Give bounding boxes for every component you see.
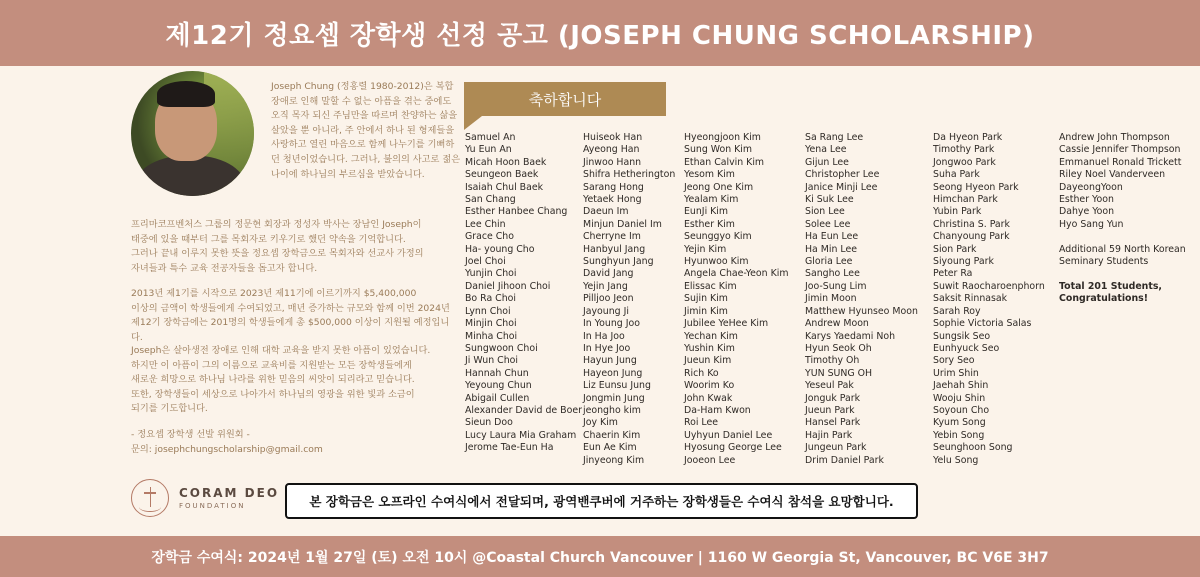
student-name: Jooeon Lee <box>684 454 736 466</box>
student-name: Jubilee YeHee Kim <box>684 318 769 330</box>
student-name: Sarah Roy <box>933 305 981 317</box>
student-name: Hyunwoo Kim <box>684 256 749 268</box>
student-name: Minha Choi <box>465 330 518 342</box>
paragraph-prayer: Joseph은 살아생전 장애로 인해 대학 교육을 받지 못한 아픔이 있었습니다. 하지만 이 아픔이 그의 이름으로 교육비를 지원받는 모든 장학생들에게 새로운 희망으로 하나님 나라를 위한 믿음의 씨앗이 되리라고 믿습니다. 또한, 장학생들이 세상으로 나아가서 하나님의 영광을 위한 빛과 소금이 되기를 기도합니다. <box>131 345 431 415</box>
student-name: In Hye Joo <box>583 342 631 354</box>
student-name: Yubin Park <box>933 206 982 218</box>
student-name: Hyosung George Lee <box>684 442 782 454</box>
student-name: Sarang Hong <box>583 181 644 193</box>
student-name: Jinyeong Kim <box>583 454 645 466</box>
student-name: Wooju Shin <box>933 392 986 404</box>
student-name: Ki Suk Lee <box>805 194 854 206</box>
student-name: Yushin Kim <box>684 342 735 354</box>
student-name: Riley Noel Vanderveen <box>1059 169 1166 181</box>
names-column-6 <box>1059 132 1186 306</box>
student-name: Suha Park <box>933 169 980 181</box>
student-name: Micah Hoon Baek <box>465 156 547 168</box>
student-name: Sory Seo <box>933 355 975 367</box>
student-name: Yetaek Hong <box>583 194 642 206</box>
student-name: Joo-Sung Lim <box>805 280 867 292</box>
student-name: Jayoung Ji <box>583 305 629 317</box>
student-name: Hyeongjoon Kim <box>684 132 761 143</box>
student-name: YUN SUNG OH <box>805 367 873 379</box>
student-name: Chaerin Kim <box>583 429 641 441</box>
student-name: Hayun Jung <box>583 355 637 367</box>
student-name: Jonguk Park <box>805 392 861 404</box>
student-name: Yu Eun An <box>465 144 512 156</box>
student-name: Joy Kim <box>583 417 618 429</box>
student-name: Cassie Jennifer Thompson <box>1059 144 1181 156</box>
page-title: 제12기 정요셉 장학생 선정 공고 (JOSEPH CHUNG SCHOLARSHIP) <box>165 20 1035 51</box>
student-name: Woorim Ko <box>684 380 735 392</box>
student-name: Yelu Song <box>933 454 979 466</box>
student-name: Hansel Park <box>805 417 861 429</box>
additional-students-line-2: Seminary Students <box>1059 256 1149 268</box>
student-name: Gloria Lee <box>805 256 853 268</box>
student-name: Yebin Song <box>933 429 985 441</box>
student-name: Sungsik Seo <box>933 330 991 342</box>
student-name: In Ha Joo <box>583 330 625 342</box>
student-name: Sion Lee <box>805 206 845 218</box>
student-name: Ethan Calvin Kim <box>684 156 765 168</box>
contact-line: 문의: josephchungscholarship@gmail.com <box>131 443 323 455</box>
student-name: Da Hyeon Park <box>933 132 1003 143</box>
student-name: Ha Eun Lee <box>805 231 859 243</box>
student-name: Jimin Kim <box>684 305 728 317</box>
header-banner <box>0 0 1200 66</box>
student-name: Hajin Park <box>805 429 853 441</box>
student-name: Seunggyo Kim <box>684 231 752 243</box>
intro-text: Joseph Chung (정홍렬 1980-2012)은 복합 장애로 인해 말할 수 없는 아픔을 겪는 중에도 오직 목자 되신 주님만을 따르며 찬양하는 삶을 살았을 뿐 아니라, 주 안에서 하나 된 형제들을 사랑하고 열린 마음으로 함께 나누기를 기뻐하던 청년이었습니다. 그러나, 불의의 사고로 젊은 나이에 하나님의 부르심을 받았습니다. <box>271 81 461 180</box>
student-name: Peter Ra <box>933 268 973 280</box>
student-name: Sieun Doo <box>465 417 513 429</box>
student-name: Daeun Im <box>583 206 629 218</box>
student-name: Dahye Yoon <box>1059 206 1115 218</box>
congrats-label: 축하합니다 <box>464 82 666 116</box>
student-name: Roi Lee <box>684 417 719 429</box>
student-name: Ji Wun Choi <box>465 355 518 367</box>
student-name: Esther Hanbee Chang <box>465 206 568 218</box>
student-name: Ha- young Cho <box>465 243 535 255</box>
cross-logo-icon <box>131 479 169 517</box>
student-name: jeongho kim <box>583 404 641 416</box>
student-name: Rich Ko <box>684 367 719 379</box>
student-name: Janice Minji Lee <box>805 181 878 193</box>
student-name: Hayeon Jung <box>583 367 643 379</box>
student-name: Urim Shin <box>933 367 979 379</box>
student-name: Shifra Hetherington <box>583 169 676 181</box>
committee-line: - 정요셉 장학생 선발 위원회 - <box>131 429 250 440</box>
student-name: Matthew Hyunseo Moon <box>805 305 918 317</box>
student-name: Minjin Choi <box>465 318 517 330</box>
student-name: Elissac Kim <box>684 280 737 292</box>
student-name: Hyun Seok Oh <box>805 342 872 354</box>
signature-block <box>131 428 456 457</box>
notice-text: 본 장학금은 오프라인 수여식에서 전달되며, 광역밴쿠버에 거주하는 장학생들은 수여식 참석을 요망합니다. <box>309 494 894 509</box>
footer-banner <box>0 536 1200 577</box>
student-name: Emmanuel Ronald Trickett <box>1059 156 1182 168</box>
student-name: Daniel Jihoon Choi <box>465 280 551 292</box>
student-name: Yechan Kim <box>684 330 738 342</box>
names-column-2 <box>583 132 675 467</box>
student-name: Joel Choi <box>465 256 506 268</box>
student-name: Sangho Lee <box>805 268 860 280</box>
paragraph-history: 2013년 제1기를 시작으로 2023년 제11기에 이르기까지 $5,400,000 이상의 금액이 학생들에게 수여되었고, 매년 증가하는 규모와 함께 이번 2024년 제12기 장학금에는 201명의 학생들에게 총 $500,000 이상이 지원될 예정입니다. <box>131 288 450 343</box>
total-line: Total 201 Students, <box>1059 280 1162 292</box>
student-name: Jaehah Shin <box>933 380 989 392</box>
student-name: Yesom Kim <box>684 169 735 181</box>
student-name: Esther Kim <box>684 218 735 230</box>
student-name: Jueun Park <box>805 404 855 416</box>
student-name: Suwit Raocharoenphorn <box>933 280 1045 292</box>
student-name: Eunhyuck Seo <box>933 342 1000 354</box>
student-name: Jeong One Kim <box>684 181 754 193</box>
student-name: Bo Ra Choi <box>465 293 517 305</box>
names-column-4 <box>805 132 918 467</box>
names-column-1 <box>465 132 582 455</box>
student-name: Andrew John Thompson <box>1059 132 1170 143</box>
student-name: Seungeon Baek <box>465 169 539 181</box>
congratulations-line: Congratulations! <box>1059 293 1149 305</box>
student-name: Sion Park <box>933 243 977 255</box>
student-name: Kyum Song <box>933 417 986 429</box>
coram-deo-logo <box>131 479 279 517</box>
student-name: Isaiah Chul Baek <box>465 181 544 193</box>
student-name: Jimin Moon <box>805 293 857 305</box>
student-name: Da-Ham Kwon <box>684 404 751 416</box>
student-name: Sophie Victoria Salas <box>933 318 1032 330</box>
student-name: Lynn Choi <box>465 305 511 317</box>
student-name: Pilljoo Jeon <box>583 293 634 305</box>
names-column-3 <box>684 132 788 467</box>
student-name: Seong Hyeon Park <box>933 181 1019 193</box>
student-name: John Kwak <box>684 392 733 404</box>
student-name: Ayeong Han <box>583 144 640 156</box>
student-name: Seunghoon Song <box>933 442 1013 454</box>
student-name: Soyoun Cho <box>933 404 990 416</box>
student-name: Siyoung Park <box>933 256 994 268</box>
student-name: Esther Yoon <box>1059 194 1114 206</box>
student-name: Andrew Moon <box>805 318 869 330</box>
student-name: Timothy Oh <box>805 355 860 367</box>
student-name: Hannah Chun <box>465 367 529 379</box>
student-name: Sungwoon Choi <box>465 342 538 354</box>
student-name: Jongwoo Park <box>933 156 996 168</box>
student-name: Solee Lee <box>805 218 851 230</box>
notice-box <box>285 483 918 519</box>
student-name: Lucy Laura Mia Graham <box>465 429 577 441</box>
student-name: Grace Cho <box>465 231 514 243</box>
logo-name: CORAM DEO <box>179 486 280 500</box>
additional-students-line-1: Additional 59 North Korean <box>1059 243 1186 255</box>
student-name: Hanbyul Jang <box>583 243 646 255</box>
student-name: Jungeun Park <box>805 442 867 454</box>
logo-subtitle: FOUNDATION <box>179 502 246 510</box>
student-name: Huiseok Han <box>583 132 643 143</box>
student-name: Jinwoo Hann <box>583 156 642 168</box>
student-name: Gijun Lee <box>805 156 849 168</box>
congrats-label-tail <box>464 116 482 130</box>
student-name: Eun Ae Kim <box>583 442 637 454</box>
student-name: Drim Daniel Park <box>805 454 884 466</box>
student-name: Chanyoung Park <box>933 231 1010 243</box>
student-name: Jongmin Jung <box>583 392 645 404</box>
student-name: Yena Lee <box>805 144 847 156</box>
portrait-photo <box>131 71 254 196</box>
student-name: Himchan Park <box>933 194 998 206</box>
student-name: Yunjin Choi <box>465 268 517 280</box>
student-name: Cherryne Im <box>583 231 641 243</box>
student-name: Yealam Kim <box>684 194 739 206</box>
student-name: San Chang <box>465 194 516 206</box>
student-name: Liz Eunsu Jung <box>583 380 651 392</box>
student-name: DayeongYoon <box>1059 181 1123 193</box>
student-name: Sujin Kim <box>684 293 728 305</box>
student-name: Christopher Lee <box>805 169 880 181</box>
student-name: Sunghyun Jang <box>583 256 654 268</box>
ceremony-info: 장학금 수여식: 2024년 1월 27일 (토) 오전 10시 @Coastal Church Vancouver | 1160 W Georgia St, Vancouver, BC V6E 3H7 <box>151 549 1049 566</box>
student-name: Minjun Daniel Im <box>583 218 662 230</box>
student-name: Abigail Cullen <box>465 392 530 404</box>
student-name: Jerome Tae-Eun Ha <box>465 442 554 454</box>
student-name: Hyo Sang Yun <box>1059 218 1124 230</box>
student-name: Angela Chae-Yeon Kim <box>684 268 789 280</box>
student-name: Alexander David de Boer <box>465 404 582 416</box>
student-name: Lee Chin <box>465 218 506 230</box>
paragraph-founders: 프리마코프벤처스 그룹의 정문현 회장과 정성자 박사는 장남인 Joseph이 태중에 있을 때부터 그를 목회자로 키우기로 했던 약속을 기억합니다. 그러나 끝내 이루지 못한 뜻을 정요셉 장학금으로 목회자와 선교사 가정의 자녀들과 특수 교육 전공자들을 돕고자 합니다. <box>131 219 424 274</box>
student-name: Sa Rang Lee <box>805 132 864 143</box>
names-column-5 <box>933 132 1045 467</box>
student-name: Yeseul Pak <box>805 380 854 392</box>
student-name: Karys Yaedami Noh <box>805 330 896 342</box>
student-name: Christina S. Park <box>933 218 1010 230</box>
student-name: EunJi Kim <box>684 206 729 218</box>
student-name: Yeyoung Chun <box>465 380 532 392</box>
student-name: Yejin Kim <box>684 243 727 255</box>
student-name: Saksit Rinnasak <box>933 293 1008 305</box>
student-name: Sung Won Kim <box>684 144 753 156</box>
student-name: David Jang <box>583 268 634 280</box>
student-name: In Young Joo <box>583 318 640 330</box>
student-name: Yejin Jang <box>583 280 628 292</box>
student-name: Timothy Park <box>933 144 995 156</box>
student-name: Samuel An <box>465 132 516 143</box>
student-name: Jueun Kim <box>684 355 732 367</box>
student-name: Ha Min Lee <box>805 243 857 255</box>
student-name: Uyhyun Daniel Lee <box>684 429 773 441</box>
